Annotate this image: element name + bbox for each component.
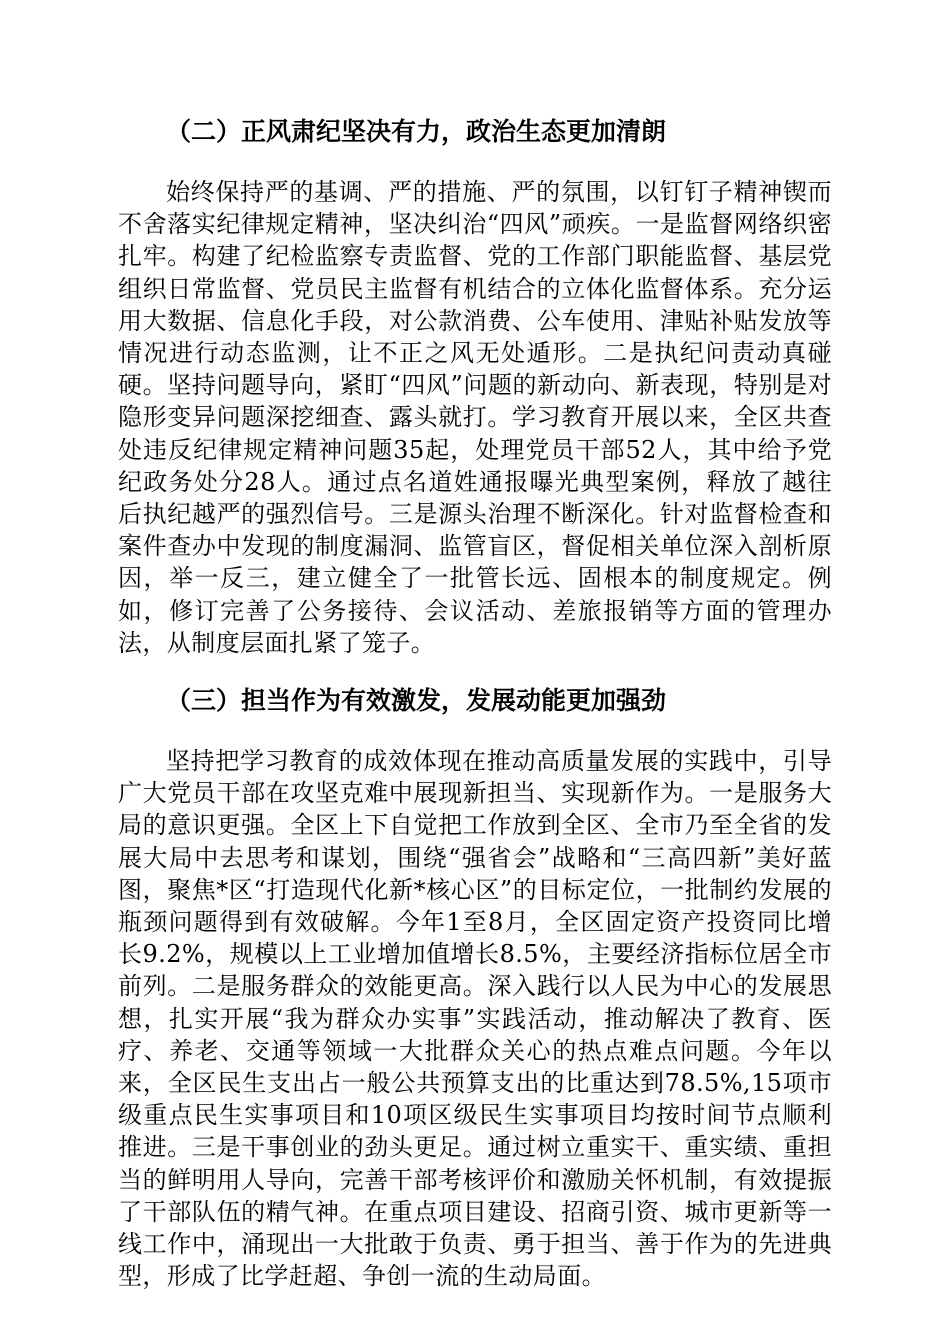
section-heading-2: （二）正风肃纪坚决有力，政治生态更加清朗: [166, 117, 667, 146]
document-page: [118, 112, 832, 1293]
section-paragraph-2: 始终保持严的基调、严的措施、严的氛围，以钉钉子精神锲而不舍落实纪律规定精神，坚决纠治“四风”顽疾。一是监督网络织密扎牢。构建了纪检监察专责监督、党的工作部门职能监督、基层党组织日常监督、党员民主监督有机结合的立体化监督体系。充分运用大数据、信息化手段，对公款消费、公车使用、津贴补贴发放等情况进行动态监测，让不正之风无处遁形。二是执纪问责动真碰硬。坚持问题导向，紧盯“四风”问题的新动向、新表现，特别是对隐形变异问题深挖细查、露头就打。学习教育开展以来，全区共查处违反纪律规定精神问题35起，处理党员干部52人，其中给予党纪政务处分28人。通过点名道姓通报曝光典型案例，释放了越往后执纪越严的强烈信号。三是源头治理不断深化。针对监督检查和案件查办中发现的制度漏洞、监管盲区，督促相关单位深入剖析原因，举一反三，建立健全了一批管长远、固根本的制度规定。例如，修订完善了公务接待、会议活动、差旅报销等方面的管理办法，从制度层面扎紧了笼子。: [118, 178, 832, 657]
section-paragraph-3: 坚持把学习教育的成效体现在推动高质量发展的实践中，引导广大党员干部在攻坚克难中展现新担当、实现新作为。一是服务大局的意识更强。全区上下自觉把工作放到全区、全市乃至全省的发展大局中去思考和谋划，围绕“强省会”战略和“三高四新”美好蓝图，聚焦*区“打造现代化新*核心区”的目标定位，一批制约发展的瓶颈问题得到有效破解。今年1至8月，全区固定资产投资同比增长9.2%，规模以上工业增加值增长8.5%，主要经济指标位居全市前列。二是服务群众的效能更高。深入践行以人民为中心的发展思想，扎实开展“我为群众办实事”实践活动，推动解决了教育、医疗、养老、交通等领域一大批群众关心的热点难点问题。今年以来，全区民生支出占一般公共预算支出的比重达到78.5%,15项市级重点民生实事项目和10项区级民生实事项目均按时间节点顺利推进。三是干事创业的劲头更足。通过树立重实干、重实绩、重担当的鲜明用人导向，完善干部考核评价和激励关怀机制，有效提振了干部队伍的精气神。在重点项目建设、招商引资、城市更新等一线工作中，涌现出一大批敢于负责、勇于担当、善于作为的先进典型，形成了比学赶超、争创一流的生动局面。: [118, 747, 832, 1291]
section-heading-3: （三）担当作为有效激发，发展动能更加强劲: [166, 686, 667, 716]
